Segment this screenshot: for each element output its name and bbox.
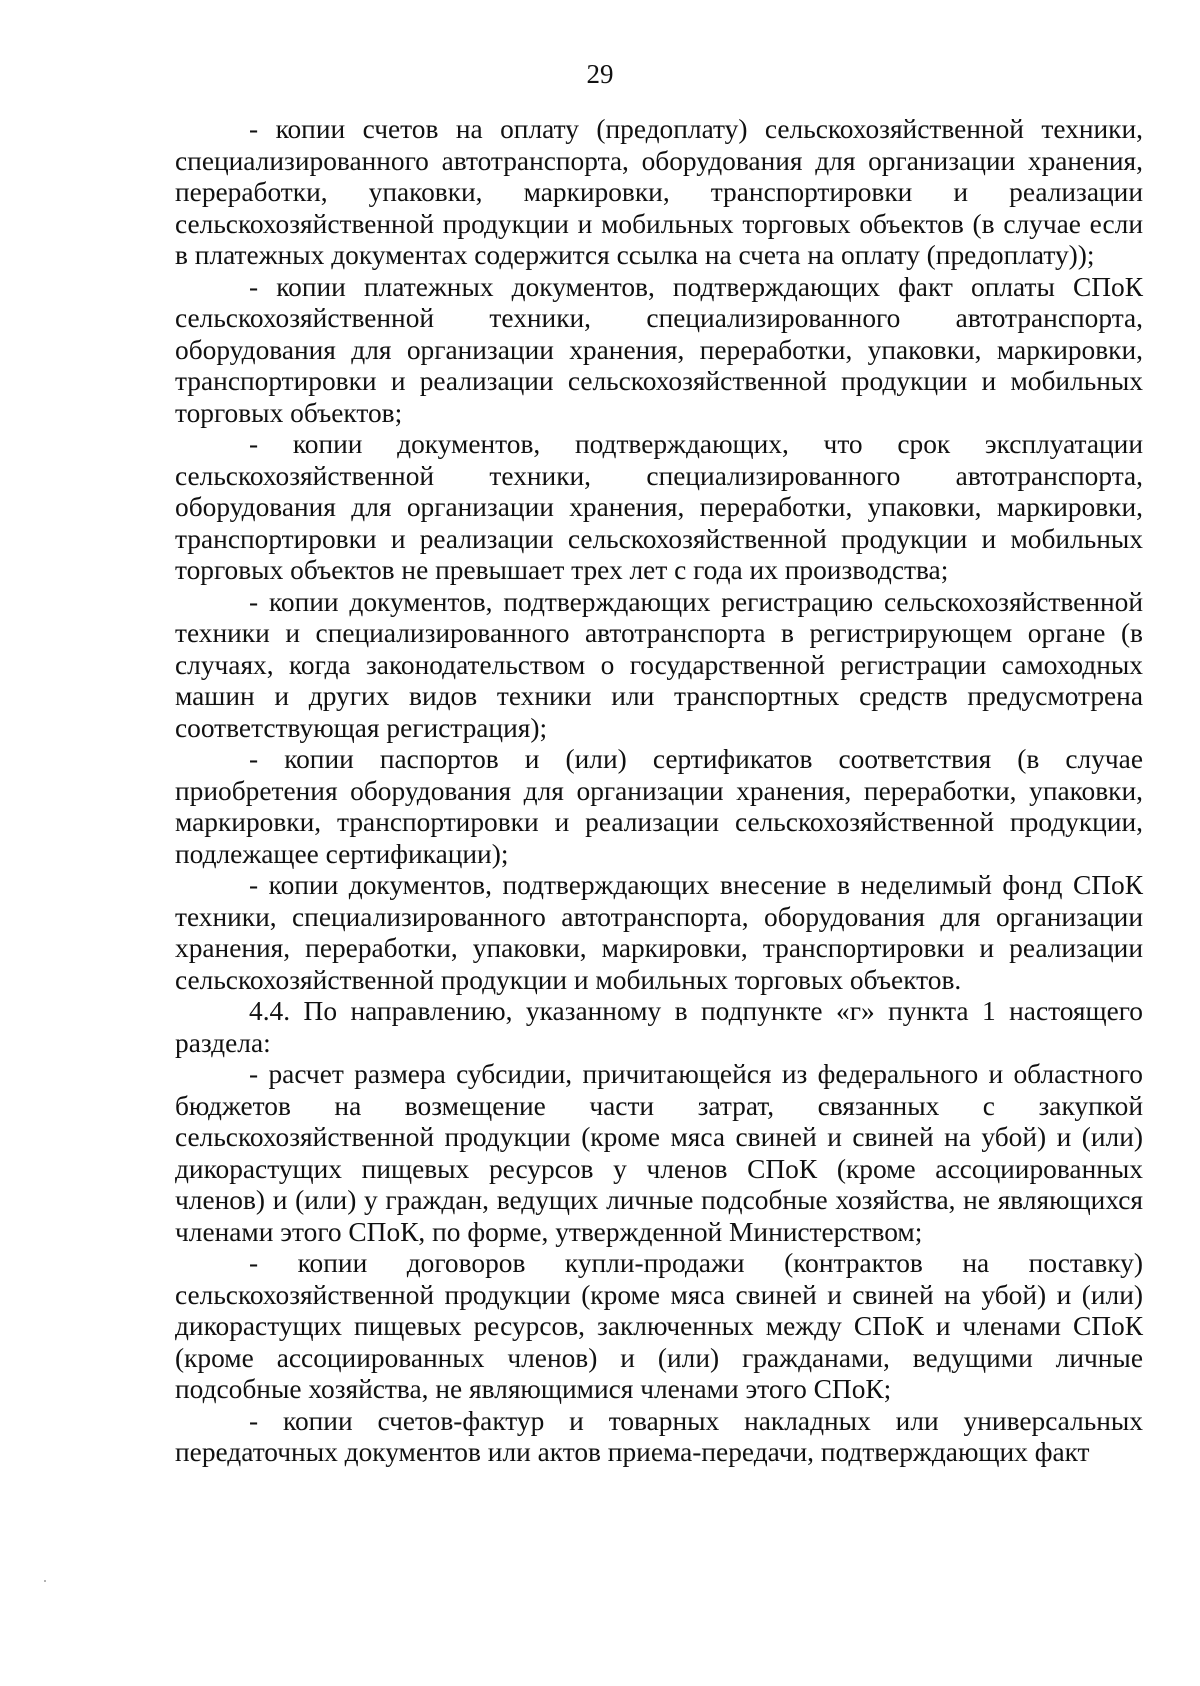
- paragraph-passports-certificates: - копии паспортов и (или) сертификатов соответствия (в случае приобретения оборудования для организации хранения, переработки, упаковки, маркировки, транспортировки и реализации сельскохозяйственной продукции, подлежащее сертификации);: [175, 744, 1143, 869]
- page-number: 29: [586, 59, 614, 89]
- paragraph-registration-documents: - копии документов, подтверждающих регистрацию сельскохозяйственной техники и специализированного автотранспорта в регистрирующем органе (в случаях, когда законодательством о государственной регистрации самоходных машин и других видов техники или транспортных средств предусмотрена соответствующая регистрация);: [175, 586, 1143, 743]
- paragraph-invoice-copies: - копии счетов на оплату (предоплату) сельскохозяйственной техники, специализированного автотранспорта, оборудования для организации хранения, переработки, упаковки, маркировки, транспортировки и реализации сельскохозяйственной продукции и мобильных торговых объектов (в случае если в платежных документах содержится ссылка на счета на оплату (предоплату));: [175, 114, 1143, 270]
- paragraph-operation-period: - копии документов, подтверждающих, что срок эксплуатации сельскохозяйственной техники, специализированного автотранспорта, оборудования для организации хранения, переработки, упаковки, маркировки, транспортировки и реализации сельскохозяйственной продукции и мобильных торговых объектов не превышает трех лет с года их производства;: [175, 429, 1143, 585]
- paragraph-subsidy-calculation: - расчет размера субсидии, причитающейся из федерального и областного бюджетов на возмещение части затрат, связанных с закупкой сельскохозяйственной продукции (кроме мяса свиней и свиней на убой) и (или) дикорастущих пищевых ресурсов у членов СПоК (кроме ассоциированных членов) и (или) у граждан, ведущих личные подсобные хозяйства, не являющихся членами этого СПоК, по форме, утвержденной Министерством;: [175, 1059, 1143, 1247]
- paragraph-payment-documents: - копии платежных документов, подтверждающих факт оплаты СПоК сельскохозяйственной техники, специализированного автотранспорта, оборудования для организации хранения, переработки, упаковки, маркировки, транспортировки и реализации сельскохозяйственной продукции и мобильных торговых объектов;: [175, 271, 1143, 428]
- paragraph-section-4-4: 4.4. По направлению, указанному в подпункте «г» пункта 1 настоящего раздела:: [175, 996, 1143, 1058]
- paragraph-indivisible-fund: - копии документов, подтверждающих внесение в неделимый фонд СПоК техники, специализированного автотранспорта, оборудования для организации хранения, переработки, упаковки, маркировки, транспортировки и реализации сельскохозяйственной продукции и мобильных торговых объектов.: [175, 870, 1143, 995]
- paragraph-invoices-waybills: - копии счетов-фактур и товарных накладных или универсальных передаточных документов или актов приема-передачи, подтверждающих факт: [175, 1405, 1143, 1467]
- document-body: [175, 114, 1143, 1469]
- paragraph-sale-contracts: - копии договоров купли-продажи (контрактов на поставку) сельскохозяйственной продукции (кроме мяса свиней и свиней на убой) и (или) дикорастущих пищевых ресурсов, заключенных между СПоК и членами СПоК (кроме ассоциированных членов) и (или) гражданами, ведущими личные подсобные хозяйства, не являющимися членами этого СПоК;: [175, 1248, 1143, 1404]
- scan-artifact: [44, 1580, 46, 1582]
